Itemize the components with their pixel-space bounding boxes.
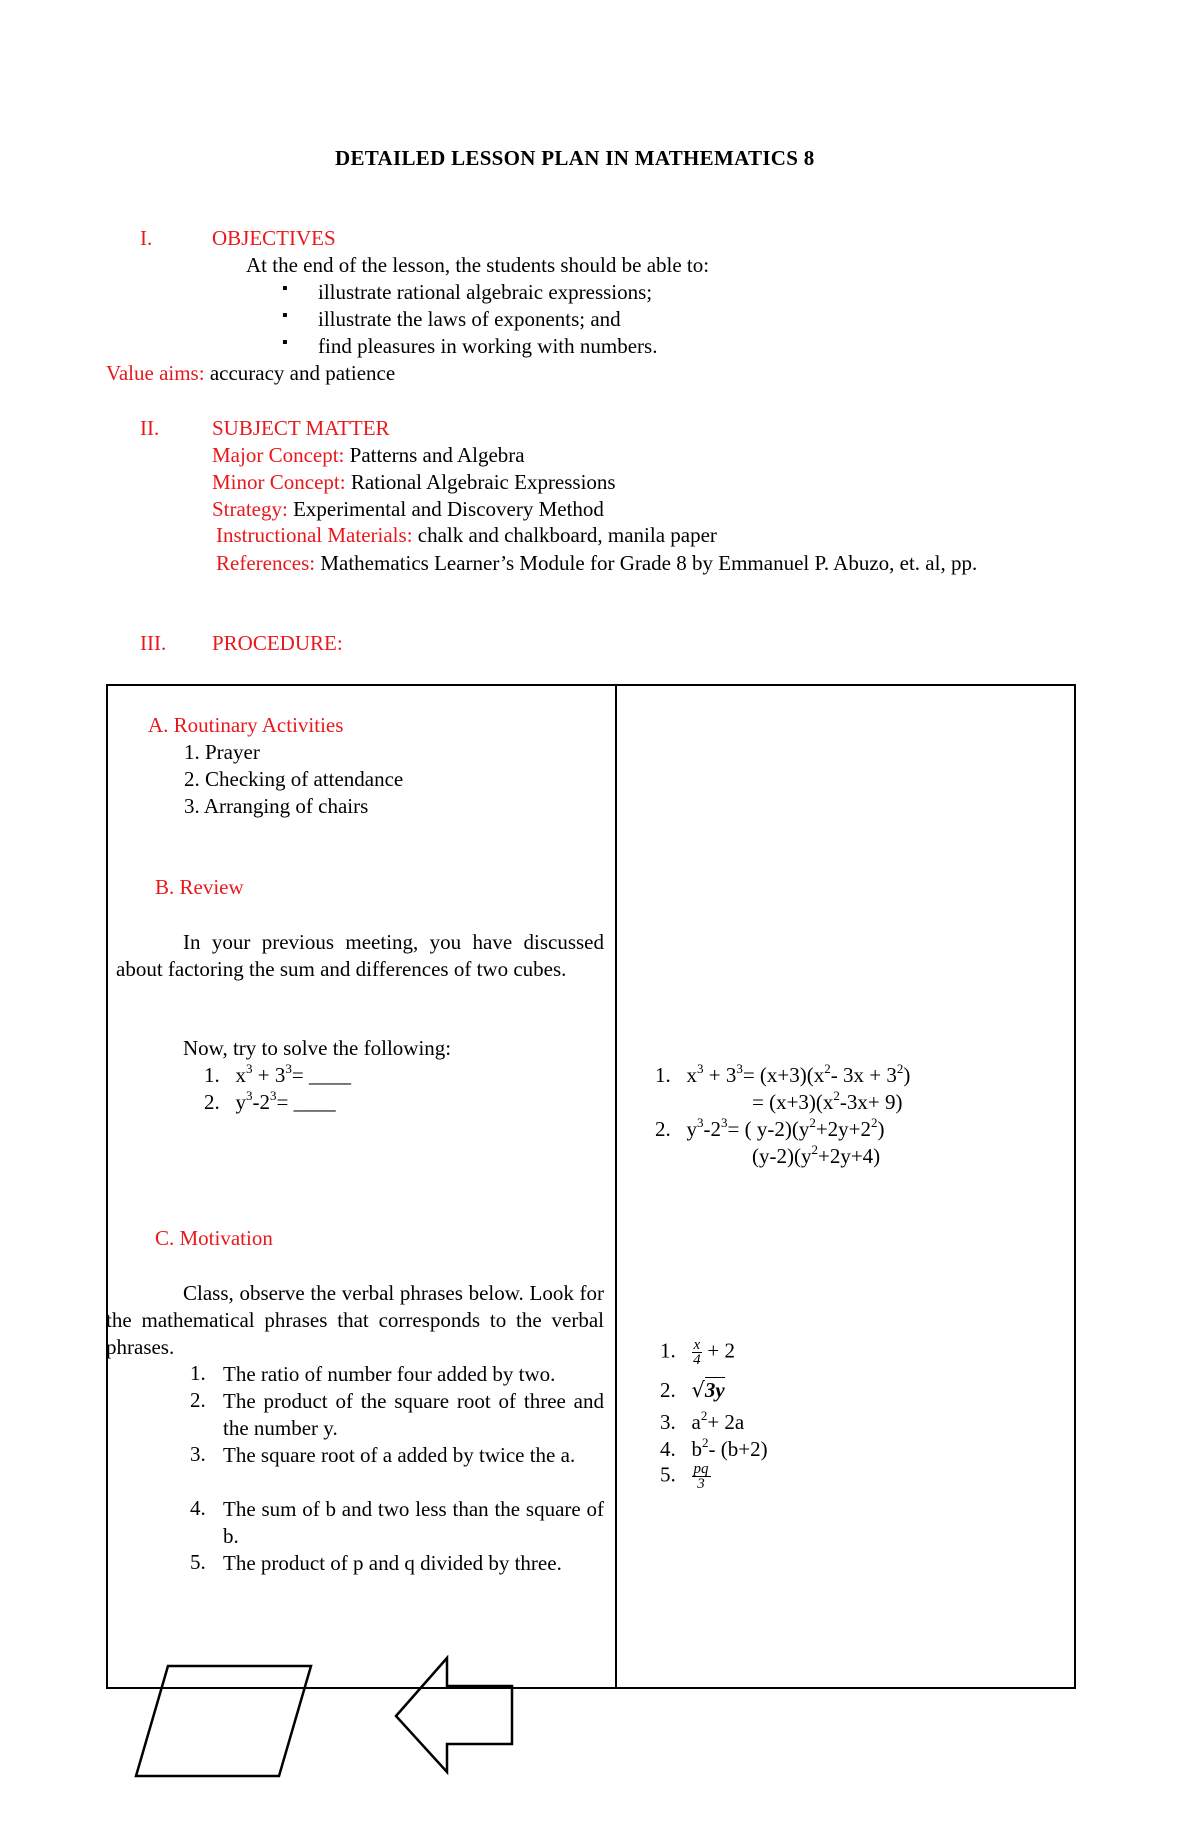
motivation-item: The ratio of number four added by two. (223, 1362, 556, 1386)
left-arrow-shape (396, 1658, 512, 1772)
fraction: $\frac{pq}{3}$ (693, 1461, 709, 1492)
objective-item: ▪ illustrate the laws of exponents; and (318, 307, 621, 332)
review-answer-1-step: = $(x+3)(x^2-3x+ 9)$ (752, 1088, 903, 1114)
strategy-value: Experimental and Discovery Method (293, 497, 604, 521)
review-question-1: 1. $x^3 + 3^3=$ ____ (204, 1061, 351, 1087)
review-answer-2-step: $(y-2)(y^2+2y+4)$ (752, 1142, 881, 1168)
section-heading-objectives: OBJECTIVES (212, 226, 336, 250)
strategy-label: Strategy: (212, 497, 288, 521)
answer-text: + 2a (707, 1410, 745, 1434)
objective-item: ▪ illustrate rational algebraic expressions; (318, 280, 652, 305)
page-title: DETAILED LESSON PLAN IN MATHEMATICS 8 (335, 146, 815, 170)
sqrt-radicand: 3y (704, 1378, 725, 1402)
motivation-item-number: 4. (190, 1496, 206, 1520)
motivation-item: The product of p and q divided by three. (223, 1551, 562, 1575)
review-heading: B. Review (155, 875, 244, 899)
section-heading-procedure: PROCEDURE: (212, 631, 343, 655)
motivation-item-number: 1. (190, 1361, 206, 1385)
motivation-answer-5: 5. $\frac{pq}{3}$ (660, 1461, 709, 1492)
answer-blank: ____ (293, 1090, 336, 1114)
routinary-item: 3. Arranging of chairs (184, 794, 369, 818)
major-concept-label: Major Concept: (212, 443, 345, 467)
review-answer-2: 2. $y^3-2^3=$ ( $y-2)(y^2+2y+2^2)$ (655, 1115, 885, 1141)
review-prompt: Now, try to solve the following: (183, 1036, 452, 1060)
review-question-2: 2. $y^3-2^3=$ ____ (204, 1088, 336, 1114)
references-value: Mathematics Learner’s Module for Grade 8 by Emmanuel P. Abuzo, et. al, pp. (320, 551, 978, 575)
motivation-item-number: 3. (190, 1442, 206, 1466)
routinary-heading: A. Routinary Activities (148, 713, 344, 737)
objective-item: ▪ find pleasures in working with numbers. (318, 334, 657, 359)
section-numeral-subject-matter: II. (140, 416, 160, 440)
motivation-answer-4: 4. $b^2-$ (b+2) (660, 1435, 768, 1461)
motivation-paragraph: Class, observe the verbal phrases below. Look for the mathematical phrases that corresponds to the verbal phrases. (106, 1281, 604, 1359)
value-aims-text: accuracy and patience (209, 361, 396, 385)
fraction: $\frac{x}{4}$ (693, 1337, 701, 1368)
review-question-number: 2. (204, 1090, 220, 1114)
answer-text: b (691, 1437, 702, 1461)
review-paragraph: In your previous meeting, you have discussed about factoring the sum and differences of two cubes. (116, 930, 604, 981)
motivation-item: The sum of b and two less than the square of b. (223, 1497, 604, 1548)
motivation-item-number: 5. (190, 1550, 206, 1574)
answer-text: + 2 (707, 1338, 736, 1363)
section-numeral-procedure: III. (140, 631, 167, 655)
answer-text: a (691, 1410, 701, 1434)
motivation-item: The product of the square root of three and the number y. (223, 1389, 604, 1440)
motivation-item: The square root of a added by twice the a. (223, 1443, 576, 1467)
routinary-item: 2. Checking of attendance (184, 767, 404, 791)
instructional-materials-label: Instructional Materials: (216, 523, 413, 547)
section-heading-subject-matter: SUBJECT MATTER (212, 416, 390, 440)
motivation-answer-1: 1. $\frac{x}{4}$ + 2 (660, 1337, 736, 1368)
value-aims-label: Value aims: (106, 361, 205, 385)
answer-blank: ____ (308, 1063, 351, 1087)
motivation-item-number: 2. (190, 1388, 206, 1412)
minor-concept-value: Rational Algebraic Expressions (350, 470, 616, 494)
review-question-number: 1. (204, 1063, 220, 1087)
minor-concept-label: Minor Concept: (212, 470, 346, 494)
section-numeral-objectives: I. (140, 226, 153, 250)
objectives-intro: At the end of the lesson, the students should be able to: (246, 253, 710, 277)
parallelogram-shape (136, 1666, 311, 1776)
motivation-heading: C. Motivation (155, 1226, 273, 1250)
instructional-materials-value: chalk and chalkboard, manila paper (417, 523, 717, 547)
review-answer-1: 1. $x^3 + 3^3= (x+3)(x^2-$ $3x + 3^2$) (655, 1061, 911, 1087)
routinary-item: 1. Prayer (184, 740, 260, 764)
answer-text: - (b+2) (708, 1437, 768, 1461)
references-label: References: (216, 551, 316, 575)
major-concept-value: Patterns and Algebra (349, 443, 525, 467)
motivation-answer-2: 2. √3y (660, 1378, 725, 1402)
motivation-answer-3: 3. $a^2+ 2a$ (660, 1408, 745, 1434)
